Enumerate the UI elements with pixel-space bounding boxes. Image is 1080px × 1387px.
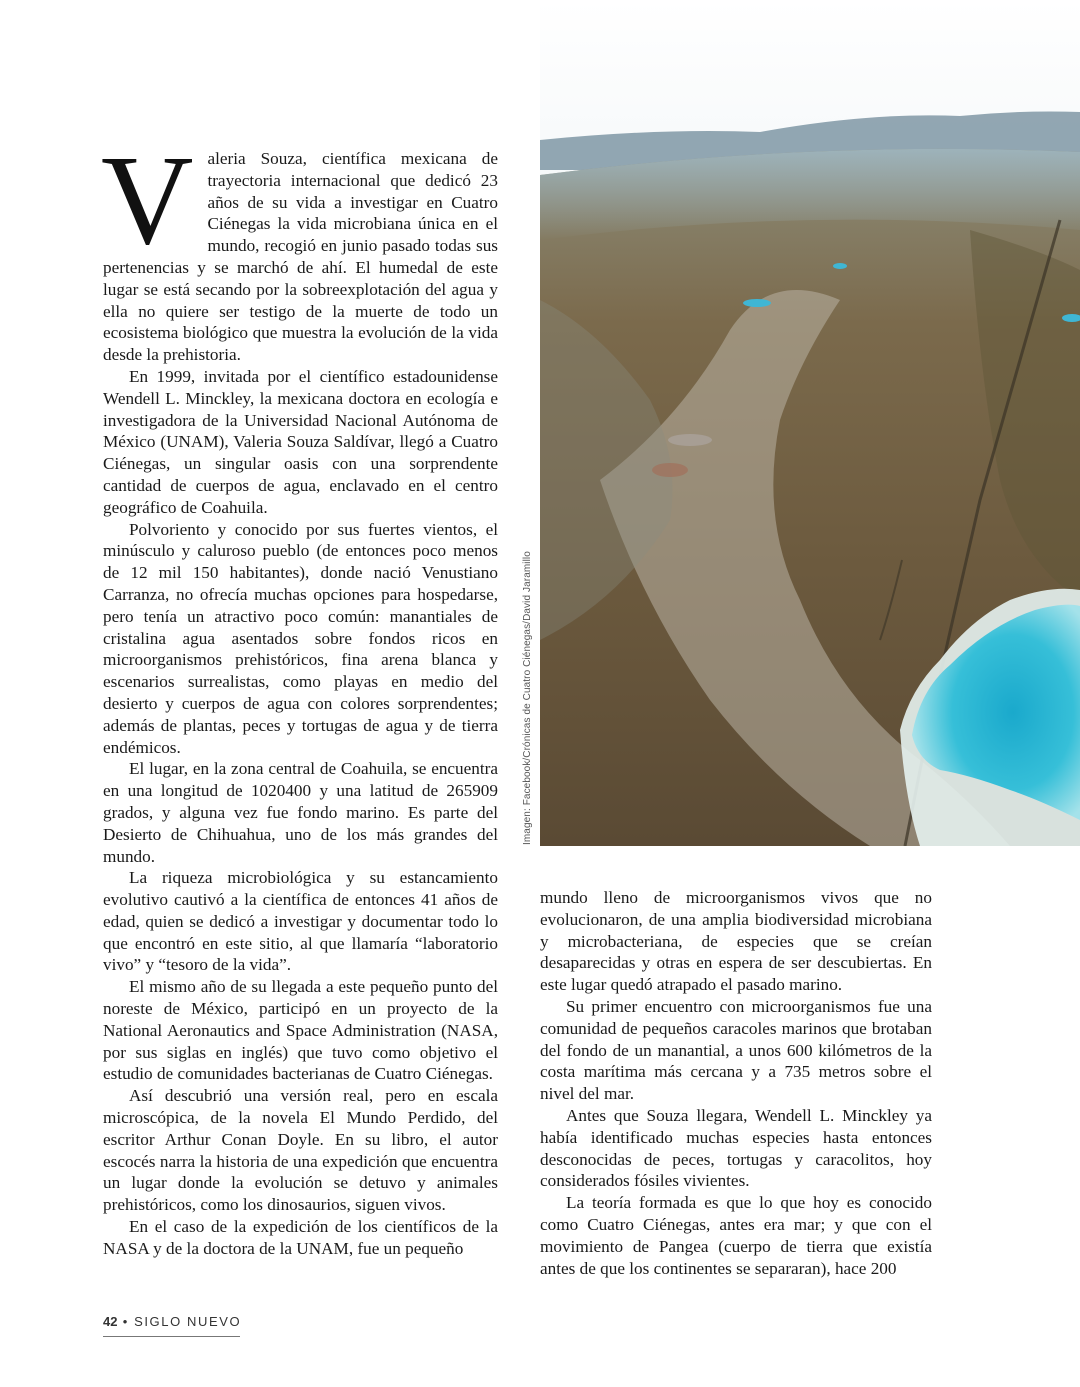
article-paragraph: mundo lleno de microorganismos vivos que no evolucionaron, de una amplia biodiversidad microbiana y microbacteriana, de especies que se creían desaparecidas y otras en espera de ser descubiertas. En este lugar quedó atrapado el pasado marino. <box>540 888 932 995</box>
article-paragraph: En 1999, invitada por el científico estadounidense Wendell L. Minckley, la mexicana doctora en ecología e investigadora de la Universidad Nacional Autónoma de México (UNAM), Valeria Souza Saldívar, llegó a Cuatro Ciénegas, un singular oasis con una sorprendente cantidad de cuerpos de agua, enclavado en el centro geográfico de Coahuila. <box>103 366 498 517</box>
footer-rule <box>103 1336 240 1337</box>
article-paragraph: La riqueza microbiológica y su estancamiento evolutivo cautivó a la científica de entonces 41 años de edad, quien se dedicó a investigar y documentar todo lo que encontró en este sitio, al que llamaría “laboratorio vivo” y “tesoro de la vida”. <box>103 868 498 975</box>
drop-cap: V <box>101 129 194 271</box>
page-footer <box>103 1314 241 1329</box>
aerial-photo <box>540 0 1080 846</box>
article-paragraph: Así descubrió una versión real, pero en escala microscópica, de la novela El Mundo Perdido, del escritor Arthur Conan Doyle. En su libro, el autor escocés narra la historia de una expedición que encuentra un lugar donde la evolución se detuvo y animales prehistóricos, como los dinosaurios, siguen vivos. <box>103 1086 498 1215</box>
article-paragraph: Polvoriento y conocido por sus fuertes vientos, el minúsculo y caluroso pueblo (de entonces poco menos de 12 mil 150 habitantes), donde nació Venustiano Carranza, no ofrecía muchas opciones para hospedarse, pero tenía un atractivo poco común: manantiales de cristalina agua asentados sobre fondos ricos en microorganismos prehistóricos, fina arena blanca y escenarios surrealistas, como playas en medio del desierto y cuerpos de agua con colores sorprendentes; además de plantas, peces y tortugas de agua y de tierra endémicos. <box>103 519 498 757</box>
article-paragraph: Valeria Souza, científica mexicana de trayectoria internacional que dedicó 23 años de su vida a investigar en Cuatro Ciénegas la vida microbiana única en el mundo, recogió en junio pasado todas sus pertenencias y se marchó de ahí. El humedal de este lugar se está secando por la sobreexplotación del agua y ella no quiere ser testigo de la muerte de todo un ecosistema biológico que muestra la evolución de la vida desde la prehistoria. <box>101 129 498 365</box>
publication-name: SIGLO NUEVO <box>134 1314 242 1329</box>
article-paragraph: Su primer encuentro con microorganismos fue una comunidad de pequeños caracoles marinos que brotaban del fondo de un manantial, a unos 600 kilómetros de la costa marítima más cercana y a 735 metros sobre el nivel del mar. <box>540 996 932 1104</box>
article-paragraph: En el caso de la expedición de los científicos de la NASA y de la doctora de la UNAM, fue un pequeño <box>103 1217 498 1258</box>
photo-credit: Imagen: Facebook/Crónicas de Cuatro Ciénegas/David Jaramillo <box>522 551 533 845</box>
article-paragraph: Antes que Souza llegara, Wendell L. Minckley ya había identificado muchas especies hasta entonces desconocidas de peces, tortugas y caracolitos, hoy considerados fósiles vivientes. <box>540 1105 932 1191</box>
article-column-right <box>540 887 932 1279</box>
page-number: 42 <box>103 1314 118 1329</box>
article-paragraph: La teoría formada es que lo que hoy es conocido como Cuatro Ciénegas, antes era mar; y que con el movimiento de Pangea (cuerpo de tierra que existía antes de que los continentes se separaran), hace 200 <box>540 1193 932 1278</box>
article-paragraph: El lugar, en la zona central de Coahuila, se encuentra en una longitud de 1020400 y una latitud de 265909 grados, y alguna vez fue fondo marino. Es parte del Desierto de Chihuahua, uno de los más grandes del mundo. <box>103 759 498 866</box>
footer-separator: • <box>122 1314 129 1329</box>
article-paragraph: El mismo año de su llegada a este pequeño punto del noreste de México, participó en un proyecto de la National Aeronautics and Space Administration (NASA, por sus siglas en inglés) que tuvo como objetivo el estudio de comunidades bacterianas de Cuatro Ciénegas. <box>103 977 498 1084</box>
article-column-left <box>101 129 498 1260</box>
